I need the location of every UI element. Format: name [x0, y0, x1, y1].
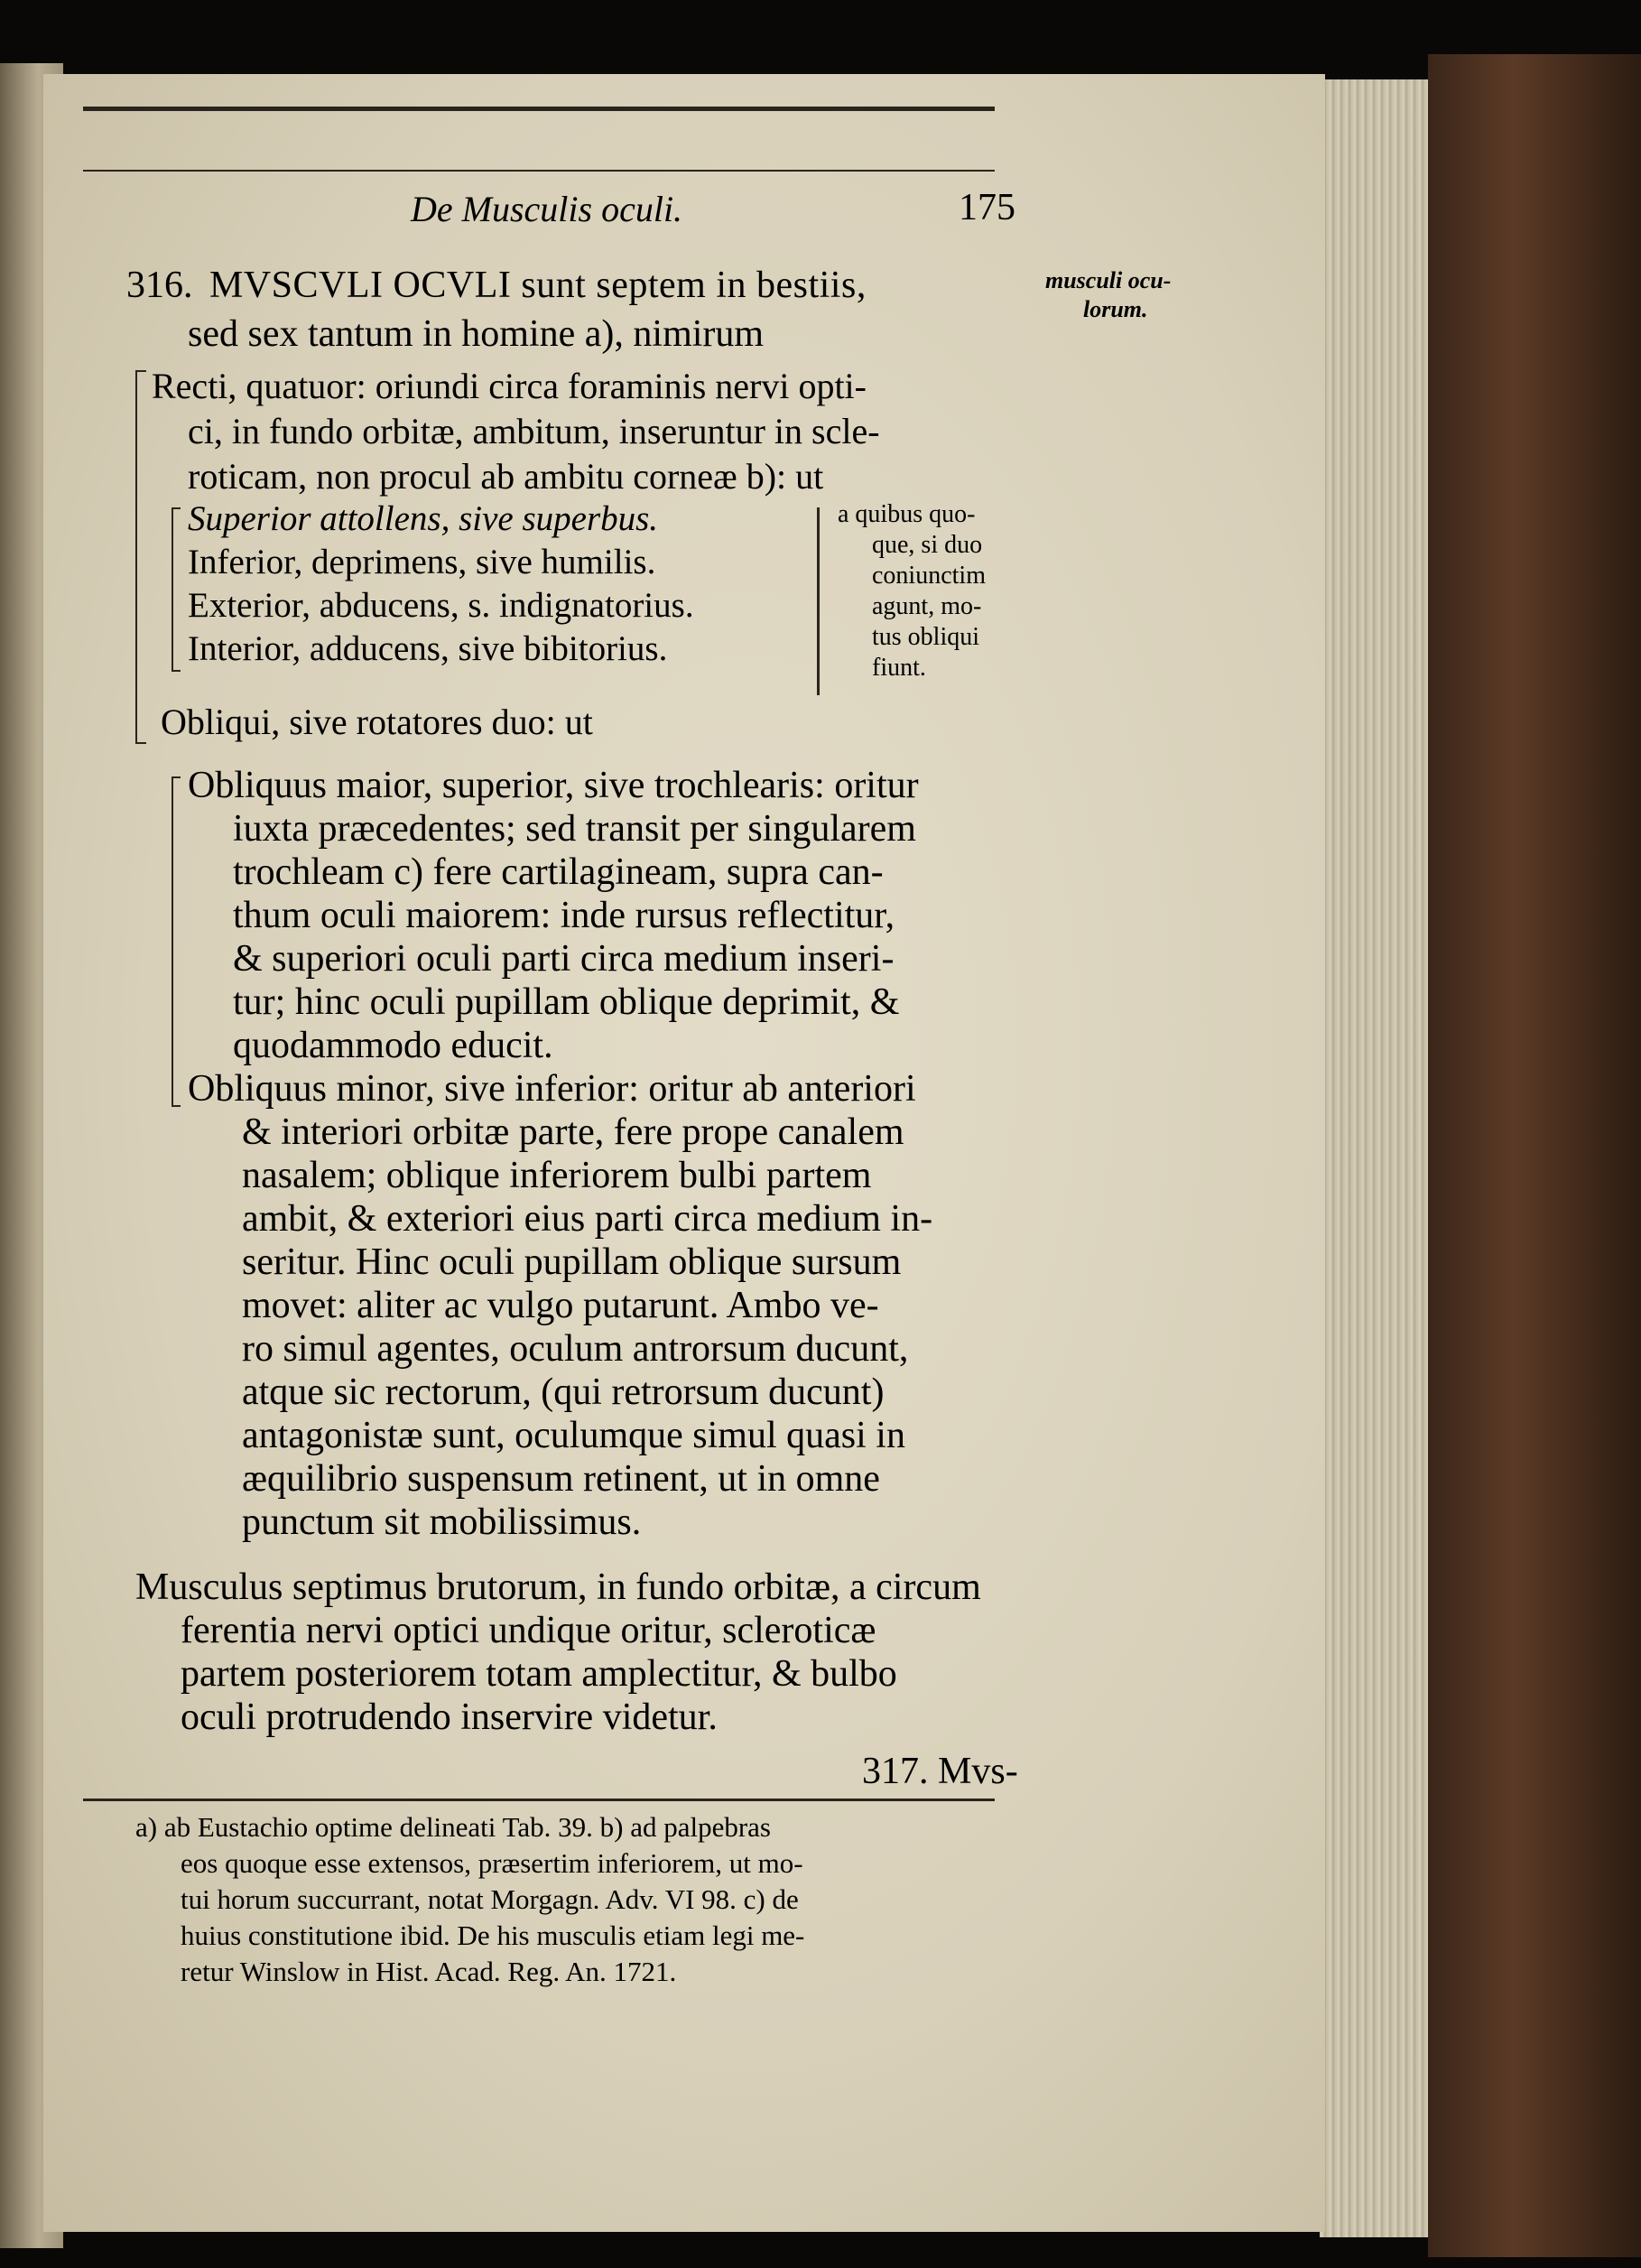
footnote-rule — [83, 1799, 995, 1801]
obliqui-brace — [172, 776, 181, 1107]
obliquus-minor-line: & interiori orbitæ parte, fere prope canalem — [242, 1111, 904, 1153]
section-line-2: sed sex tantum in homine a), nimirum — [188, 313, 765, 355]
septimus-line: Musculus septimus brutorum, in fundo orbitæ, a circum — [135, 1566, 981, 1608]
side-note-line: coniunctim — [872, 562, 986, 590]
obliquus-maior-line: trochleam c) fere cartilagineam, supra can- — [233, 851, 884, 893]
side-note-line: a quibus quo- — [838, 500, 976, 528]
obliquus-maior-line: tur; hinc oculi pupillam oblique deprimit, & — [233, 981, 900, 1023]
obliquus-maior-line: & superiori oculi parti circa medium inseri- — [233, 938, 895, 980]
obliquus-minor-line: punctum sit mobilissimus. — [242, 1501, 642, 1543]
header-rule-bottom — [83, 170, 995, 172]
rectus-interior: Interior, adducens, sive bibitorius. — [188, 629, 668, 668]
obliquus-minor-line: movet: aliter ac vulgo putarunt. Ambo ve- — [242, 1285, 879, 1326]
side-note-line: que, si duo — [872, 531, 983, 559]
footnote-line: eos quoque esse extensos, præsertim inferiorem, ut mo- — [181, 1847, 803, 1879]
catchword: 317. Mvs- — [862, 1751, 1018, 1792]
side-note-line: agunt, mo- — [872, 592, 982, 620]
book-cover — [1428, 54, 1641, 2257]
obliquus-maior-line: quodammodo educit. — [233, 1025, 553, 1066]
section-number: 316. — [126, 265, 193, 306]
obliquus-minor-line: atque sic rectorum, (qui retrorsum ducunt) — [242, 1371, 885, 1413]
obliquus-maior-line: thum oculi maiorem: inde rursus reflectitur, — [233, 895, 895, 936]
septimus-line: ferentia nervi optici undique oritur, scleroticæ — [181, 1610, 876, 1651]
header-rule-top — [83, 107, 995, 111]
rectus-exterior: Exterior, abducens, s. indignatorius. — [188, 586, 694, 625]
obliquus-minor-line: Obliquus minor, sive inferior: oritur ab anteriori — [188, 1068, 916, 1110]
recti-line: Recti, quatuor: oriundi circa foraminis nervi opti- — [152, 366, 867, 406]
outer-brace — [135, 370, 146, 744]
page-edges — [1320, 79, 1428, 2237]
obliqui-intro: Obliqui, sive rotatores duo: ut — [161, 702, 593, 742]
obliquus-minor-line: æquilibrio suspensum retinent, ut in omne — [242, 1458, 880, 1500]
footnote-line: huius constitutione ibid. De his musculis etiam legi me- — [181, 1919, 805, 1951]
obliquus-minor-line: antagonistæ sunt, oculumque simul quasi in — [242, 1415, 905, 1456]
obliquus-minor-line: seritur. Hinc oculi pupillam oblique sursum — [242, 1241, 902, 1283]
margin-note-line-1: musculi ocu- — [1045, 267, 1172, 293]
septimus-line: oculi protrudendo inservire videtur. — [181, 1696, 718, 1738]
obliquus-maior-line: Obliquus maior, superior, sive trochlearis: oritur — [188, 765, 919, 806]
obliquus-minor-line: ro simul agentes, oculum antrorsum ducunt, — [242, 1328, 909, 1370]
recti-line: roticam, non procul ab ambitu corneæ b): ut — [188, 456, 824, 497]
running-title: De Musculis oculi. — [411, 189, 683, 229]
side-note-line: tus obliqui — [872, 623, 980, 651]
septimus-line: partem posteriorem totam amplectitur, & bulbo — [181, 1653, 897, 1695]
side-note-brace — [817, 507, 820, 695]
obliquus-minor-line: nasalem; oblique inferiorem bulbi partem — [242, 1155, 872, 1196]
obliquus-minor-line: ambit, & exteriori eius parti circa medium in- — [242, 1198, 933, 1240]
footnote-line: tui horum succurrant, notat Morgagn. Adv. VI 98. c) de — [181, 1883, 799, 1915]
recti-brace — [172, 507, 181, 672]
section-line-1: MVSCVLI OCVLI sunt septem in bestiis, — [209, 265, 867, 306]
margin-note-line-2: lorum. — [1083, 296, 1148, 322]
footnote-line: retur Winslow in Hist. Acad. Reg. An. 1721. — [181, 1956, 677, 1987]
rectus-inferior: Inferior, deprimens, sive humilis. — [188, 543, 656, 581]
rectus-superior: Superior attollens, sive superbus. — [188, 499, 659, 538]
side-note-line: fiunt. — [872, 654, 926, 682]
obliquus-maior-line: iuxta præcedentes; sed transit per singularem — [233, 808, 916, 850]
recti-line: ci, in fundo orbitæ, ambitum, inseruntur in scle- — [188, 411, 880, 451]
footnote-line: a) ab Eustachio optime delineati Tab. 39. b) ad palpebras — [135, 1811, 771, 1843]
page-number: 175 — [959, 187, 1015, 228]
